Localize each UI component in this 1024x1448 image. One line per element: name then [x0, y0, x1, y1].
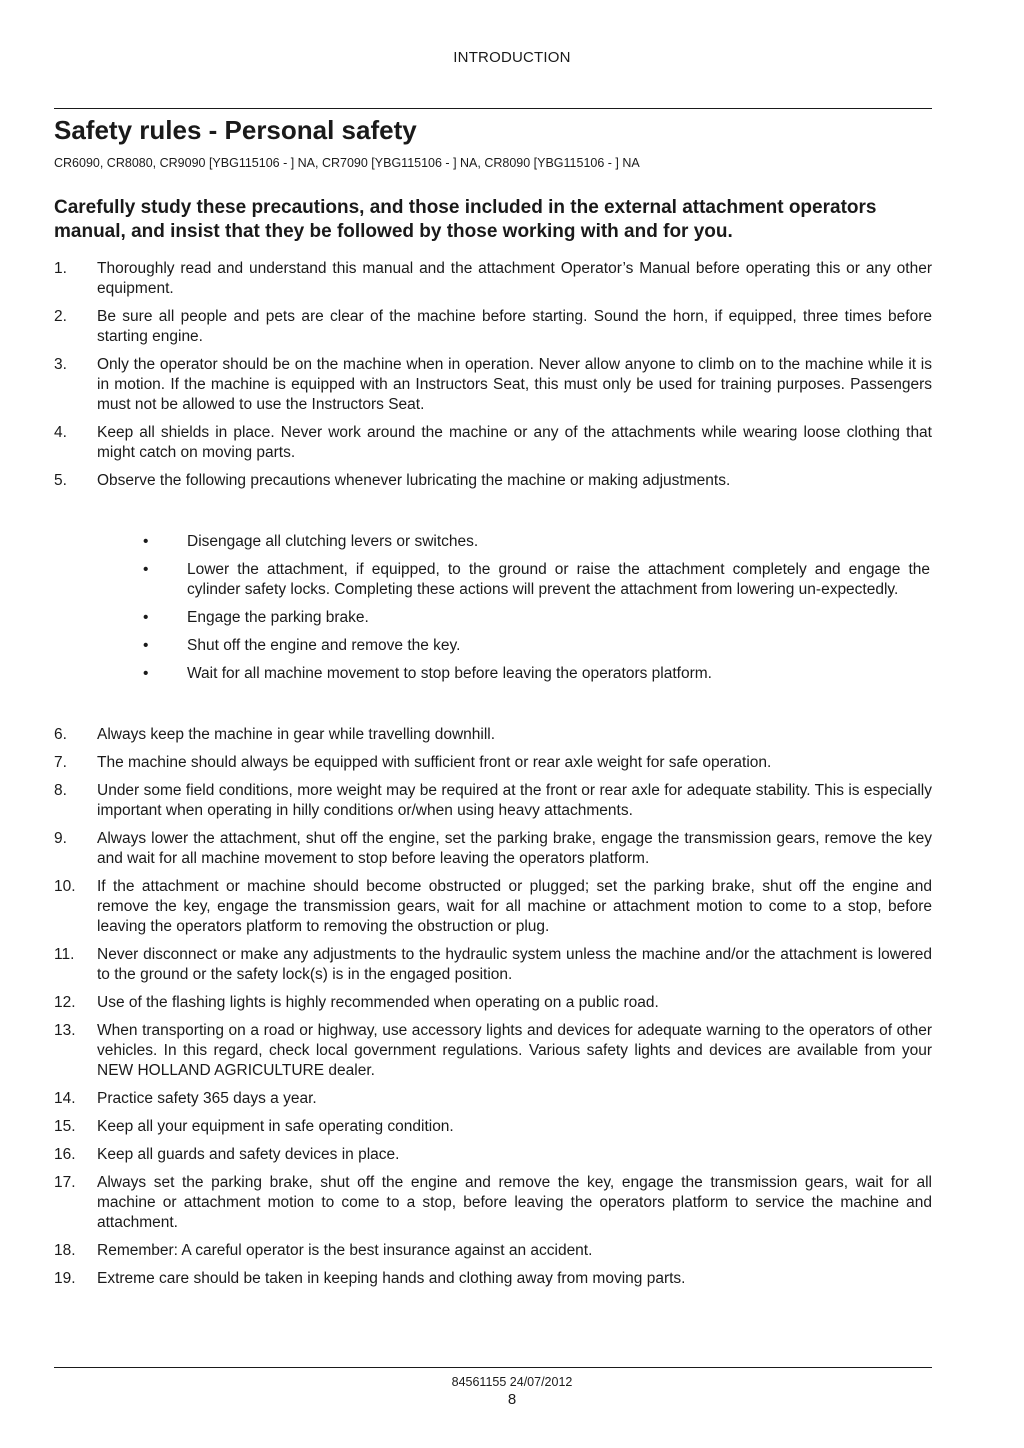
list-item [54, 1241, 932, 1261]
list-item [54, 259, 932, 299]
list-item [54, 753, 932, 773]
item-text: Observe the following precautions whenever lubricating the machine or making adjustments. [97, 472, 731, 489]
item-number: 18. [54, 1242, 76, 1259]
header-divider [54, 108, 932, 109]
page-title: Safety rules - Personal safety [54, 115, 417, 145]
item-text: When transporting on a road or highway, use accessory lights and devices for adequate warning to the operators of other vehicles. In this regard, check local government regulations. Various safety lights and devices are available from your NEW HOLLAND AGRICULTURE dealer. [97, 1022, 932, 1079]
item-text: Practice safety 365 days a year. [97, 1090, 317, 1107]
bullet-item [138, 608, 930, 628]
item-text: Always keep the machine in gear while travelling downhill. [97, 726, 496, 743]
item-number: 2. [54, 308, 67, 325]
item-text: Be sure all people and pets are clear of the machine before starting. Sound the horn, if equipped, three times before starting engine. [97, 308, 932, 345]
bullet-item [138, 532, 930, 552]
item-number: 1. [54, 260, 67, 277]
item-text: Under some field conditions, more weight may be required at the front or rear axle for adequate stability. This is especially important when operating in hilly conditions or/when using heavy attachments. [97, 782, 932, 819]
item-number: 10. [54, 878, 76, 895]
item-text: If the attachment or machine should become obstructed or plugged; set the parking brake, shut off the engine and remove the key, engage the transmission gears, wait for all machine or attachment motion to come to a stop, before leaving the operators platform to removing the obstruction or plug. [97, 878, 932, 935]
list-item [54, 781, 932, 821]
list-item [54, 1173, 932, 1233]
item-number: 11. [54, 946, 75, 963]
list-item [54, 1021, 932, 1081]
item-number: 16. [54, 1146, 76, 1163]
item-number: 17. [54, 1174, 76, 1191]
item-text: Keep all guards and safety devices in place. [97, 1146, 400, 1163]
item-number: 15. [54, 1118, 76, 1135]
item-number: 19. [54, 1270, 76, 1287]
item-text: Use of the flashing lights is highly recommended when operating on a public road. [97, 994, 659, 1011]
document-number: 84561155 24/07/2012 [451, 1375, 573, 1389]
item-text: Never disconnect or make any adjustments to the hydraulic system unless the machine and/or the attachment is lowered to the ground or the safety lock(s) is in the engaged position. [97, 946, 932, 983]
item-number: 3. [54, 356, 67, 373]
intro-paragraph: Carefully study these precautions, and those included in the external attachment operators manual, and insist that they be followed by those working with and for you. [54, 197, 877, 242]
bullet-item [138, 560, 930, 600]
list-item [54, 993, 932, 1013]
list-item [54, 829, 932, 869]
model-applicability: CR6090, CR8080, CR9090 [YBG115106 - ] NA, CR7090 [YBG115106 - ] NA, CR8090 [YBG115106 - ] NA [54, 156, 640, 170]
bullet-icon: • [143, 533, 149, 550]
item-number: 4. [54, 424, 67, 441]
item-number: 9. [54, 830, 67, 847]
item-number: 12. [54, 994, 76, 1011]
lubrication-precautions-list [138, 532, 930, 692]
page-number: 8 [507, 1391, 517, 1408]
bullet-icon: • [143, 637, 149, 654]
item-text: Remember: A careful operator is the best insurance against an accident. [97, 1242, 593, 1259]
item-text: Extreme care should be taken in keeping hands and clothing away from moving parts. [97, 1270, 686, 1287]
bullet-icon: • [143, 561, 149, 578]
bullet-icon: • [143, 609, 149, 626]
bullet-text: Shut off the engine and remove the key. [187, 637, 461, 654]
item-number: 7. [54, 754, 67, 771]
list-item [54, 471, 932, 491]
list-item [54, 1145, 932, 1165]
list-item [54, 423, 932, 463]
safety-list-part-2 [54, 725, 932, 1297]
list-item [54, 877, 932, 937]
bullet-text: Wait for all machine movement to stop before leaving the operators platform. [187, 665, 712, 682]
list-item [54, 1269, 932, 1289]
list-item [54, 307, 932, 347]
safety-list-part-1 [54, 259, 932, 499]
bullet-text: Lower the attachment, if equipped, to the ground or raise the attachment completely and engage the cylinder safety locks. Completing these actions will prevent the attachment from lowering un-expectedly. [187, 561, 930, 598]
list-item [54, 1117, 932, 1137]
item-text: Always lower the attachment, shut off the engine, set the parking brake, engage the transmission gears, remove the key and wait for all machine movement to stop before leaving the operators platform. [97, 830, 932, 867]
item-text: Always set the parking brake, shut off the engine and remove the key, engage the transmission gears, wait for all machine or attachment motion to come to a stop, before leaving the operators platform to service the machine and attachment. [97, 1174, 932, 1231]
item-number: 6. [54, 726, 67, 743]
item-text: Thoroughly read and understand this manual and the attachment Operator’s Manual before operating this or any other equipment. [97, 260, 932, 297]
list-item [54, 725, 932, 745]
list-item [54, 1089, 932, 1109]
item-text: The machine should always be equipped with sufficient front or rear axle weight for safe operation. [97, 754, 772, 771]
list-item [54, 355, 932, 415]
bullet-icon: • [143, 665, 149, 682]
footer-divider [54, 1367, 932, 1368]
item-text: Keep all your equipment in safe operating condition. [97, 1118, 454, 1135]
list-item [54, 945, 932, 985]
item-text: Keep all shields in place. Never work around the machine or any of the attachments while wearing loose clothing that might catch on moving parts. [97, 424, 932, 461]
item-number: 8. [54, 782, 67, 799]
item-number: 14. [54, 1090, 76, 1107]
running-header: INTRODUCTION [453, 49, 571, 66]
bullet-item [138, 636, 930, 656]
bullet-text: Disengage all clutching levers or switches. [187, 533, 479, 550]
item-number: 5. [54, 472, 67, 489]
item-text: Only the operator should be on the machine when in operation. Never allow anyone to climb on to the machine while it is in motion. If the machine is equipped with an Instructors Seat, this must only be used for training purposes. Passengers must not be allowed to use the Instructors Seat. [97, 356, 932, 413]
bullet-item [138, 664, 930, 684]
item-number: 13. [54, 1022, 76, 1039]
bullet-text: Engage the parking brake. [187, 609, 369, 626]
